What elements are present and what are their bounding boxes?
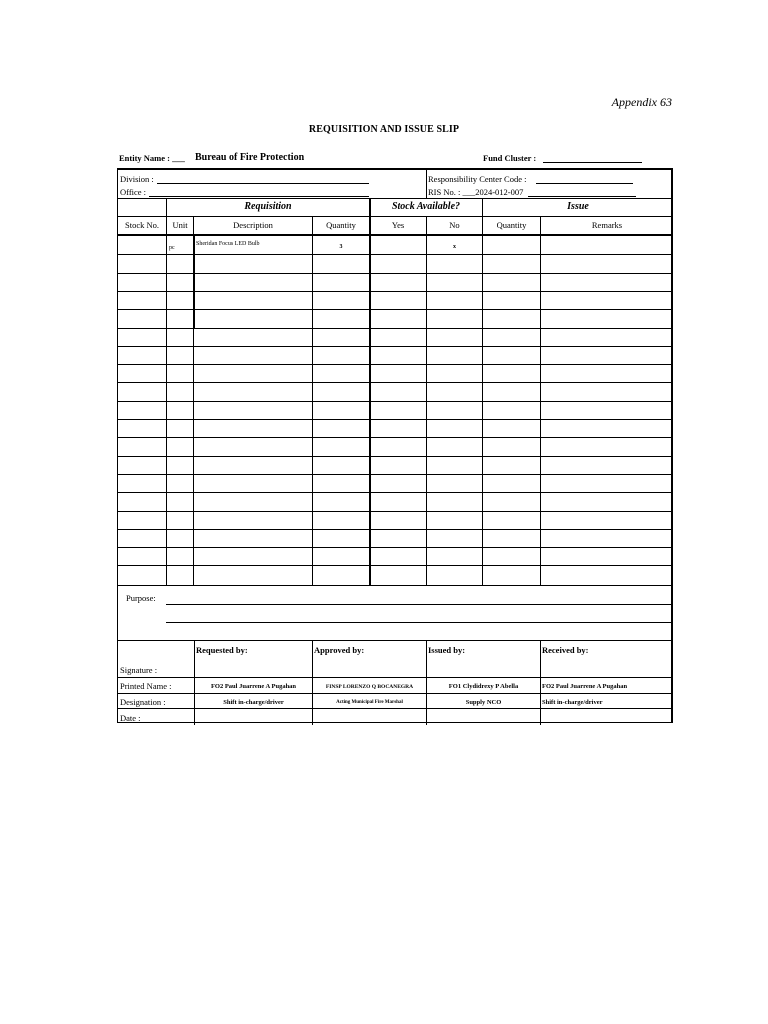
issued-by-name: FO1 Clydidrexy P Abella	[448, 683, 519, 690]
column-issue-quantity: Quantity	[496, 220, 527, 230]
table-row-line	[118, 437, 671, 438]
table-row-line	[118, 492, 671, 493]
received-by-designation: Shift in-charge/driver	[542, 699, 603, 706]
table-row-line	[118, 547, 671, 548]
purpose-line-2	[166, 622, 671, 623]
table-row-line	[118, 382, 671, 383]
table-row-line	[118, 254, 671, 255]
division-label: Division :	[120, 174, 154, 184]
rcc-label: Responsibility Center Code :	[428, 174, 527, 184]
column-quantity: Quantity	[326, 220, 356, 230]
table-row-line	[118, 456, 671, 457]
received-by-heading: Received by:	[542, 645, 589, 655]
requisition-header: Requisition	[244, 201, 292, 212]
table-row-line	[118, 346, 671, 347]
signature-label: Signature :	[120, 665, 158, 675]
table-row-line	[118, 291, 671, 292]
date-label: Date :	[120, 713, 141, 723]
fund-cluster-label: Fund Cluster :	[483, 153, 537, 163]
table-row-line	[118, 364, 671, 365]
column-remarks: Remarks	[591, 220, 623, 230]
received-by-name: FO2 Paul Juarrene A Pugahan	[542, 683, 628, 690]
rcc-line	[536, 183, 633, 184]
issued-by-heading: Issued by:	[428, 645, 466, 655]
requested-by-heading: Requested by:	[196, 645, 248, 655]
item-stock-no-mark: x	[453, 244, 456, 250]
column-stock-no: Stock No.	[125, 220, 159, 230]
office-label: Office :	[120, 187, 147, 197]
requisition-form	[117, 168, 673, 723]
office-line	[149, 196, 369, 197]
item-quantity: 3	[339, 244, 343, 250]
printed-name-label: Printed Name :	[120, 681, 172, 691]
table-row-line	[118, 273, 671, 274]
table-row-line	[118, 529, 671, 530]
purpose-line-1	[166, 604, 671, 605]
table-row-line	[118, 309, 671, 310]
table-row-line	[118, 474, 671, 475]
approved-by-name: FINSP LORENZO Q BOCANEGRA	[325, 684, 414, 690]
approved-by-heading: Approved by:	[314, 645, 365, 655]
column-yes: Yes	[391, 220, 405, 230]
fund-cluster-line	[543, 162, 642, 163]
appendix-label: Appendix 63	[611, 95, 672, 109]
item-unit: pc	[169, 245, 175, 251]
entity-name-label: Entity Name : ___	[119, 153, 185, 163]
issued-by-designation: Supply NCO	[465, 699, 502, 706]
designation-label: Designation :	[120, 697, 166, 707]
requested-by-designation: Shift in-charge/driver	[223, 699, 284, 706]
requested-by-name: FO2 Paul Juarrene A Pugahan	[210, 683, 297, 690]
column-description: Description	[233, 220, 273, 230]
division-line	[157, 183, 369, 184]
issue-header: Issue	[567, 201, 589, 212]
column-no: No	[449, 220, 460, 230]
purpose-label: Purpose:	[126, 593, 156, 603]
item-description: Sheridan Focus LED Bulb	[196, 241, 260, 247]
column-unit: Unit	[172, 220, 188, 230]
approved-by-designation: Acting Municipal Fire Marshal	[336, 700, 403, 705]
stock-available-header: Stock Available?	[391, 201, 461, 212]
table-row-line	[118, 419, 671, 420]
table-row-line	[118, 511, 671, 512]
form-title: REQUISITION AND ISSUE SLIP	[308, 124, 460, 135]
table-row-line	[118, 328, 671, 329]
ris-number: RIS No. : ___2024-012-007	[428, 187, 524, 197]
entity-name-value: Bureau of Fire Protection	[195, 152, 305, 163]
table-row-line	[118, 401, 671, 402]
ris-line	[528, 196, 636, 197]
table-row-line	[118, 565, 671, 566]
